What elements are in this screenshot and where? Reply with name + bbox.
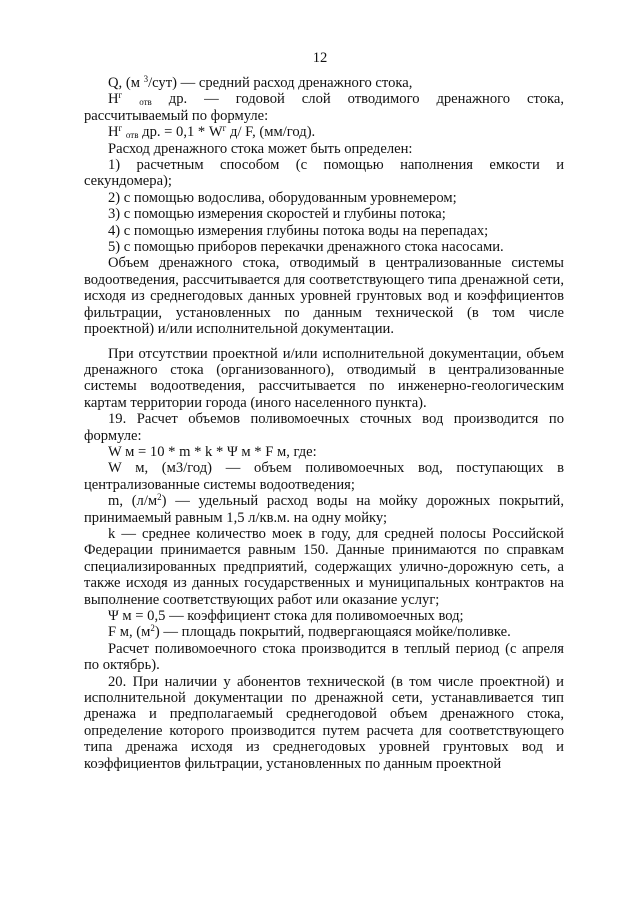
definition-w: W м, (м3/год) — объем поливомоечных вод, поступающих в централизованные системы водоотведения;: [84, 460, 564, 493]
paragraph-no-documentation: При отсутствии проектной и/или исполнительной документации, объем дренажного стока (организованного), отводимый в централизованные системы водоотведения, рассчитывается по инженерно-геологическим картам территории города (иного населенного пункта).: [84, 345, 564, 411]
definition-m: m, $(л/м^2)$ — удельный расход воды на мойку дорожных покрытий, принимаемый равным 1,5 л/кв.м. на одну мойку;: [84, 492, 564, 526]
h-definition: $Н^г$ $_{отв}$ др. — годовой слой отводимого дренажного стока, рассчитываемый по формуле:: [84, 90, 564, 124]
section-20: 20. При наличии у абонентов технической (в том числе проектной) и исполнительной документации по дренажной сети, устанавливается тип дренажа и предполагаемый среднегодовой объем дренажного стока, определение которого производится путем расчета для соответствующего типа дренажа исходя из среднегодовых уровней грунтовых вод и коэффициентов фильтрации, установленных по данным проектной: [84, 673, 564, 772]
document-body: [84, 75, 564, 772]
formula-w: W м = 10 * m * k * Ψ м * F м, где:: [108, 443, 317, 460]
method-item: 1) расчетным способом (с помощью наполнения емкости и секундомера);: [84, 157, 564, 190]
section-19-intro: 19. Расчет объемов поливомоечных сточных вод производится по формуле:: [84, 411, 564, 444]
definition-k: k — среднее количество моек в году, для средней полосы Российской Федерации принимается равным 150. Данные принимаются по справкам специализированных предприятий, содержащих улично-дорожную сеть, а также исходя из данных государственных и муниципальных контрактов на выполнение соответствующих работ или оказание услуг;: [84, 525, 564, 608]
methods-intro: Расход дренажного стока может быть определен:: [108, 140, 413, 157]
paragraph-drainage-volume: Объем дренажного стока, отводимый в централизованные системы водоотведения, рассчитывается для соответствующего типа дренажной сети, исходя из среднегодовых данных уровней грунтовых вод и коэффициентов фильтрации, установленных по данным технической (в том числе проектной) и/или исполнительной документации.: [84, 255, 564, 338]
method-item: 2) с помощью водослива, оборудованным уровнемером;: [108, 189, 457, 206]
definition-f: F м, $(м^2)$ — площадь покрытий, подвергающаяся мойке/поливке.: [108, 623, 511, 641]
definition-psi: Ψ м = 0,5 — коэффициент стока для поливомоечных вод;: [108, 608, 464, 624]
method-item: 4) с помощью измерения глубины потока воды на перепадах;: [108, 222, 489, 239]
paragraph-warm-period: Расчет поливомоечного стока производится в теплый период (с апреля по октябрь).: [84, 640, 564, 674]
method-item: 3) с помощью измерения скоростей и глубины потока;: [108, 206, 446, 223]
q-definition: Q, (м $^3$/сут) — средний расход дренажного стока,: [108, 74, 413, 91]
h-formula: $Н^г$ $_{отв}$ др. = $0,1 * W^г$ д/ F, (мм/год).: [108, 123, 316, 141]
page-number: 12: [312, 50, 328, 66]
method-item: 5) с помощью приборов перекачки дренажного стока насосами.: [108, 239, 504, 256]
